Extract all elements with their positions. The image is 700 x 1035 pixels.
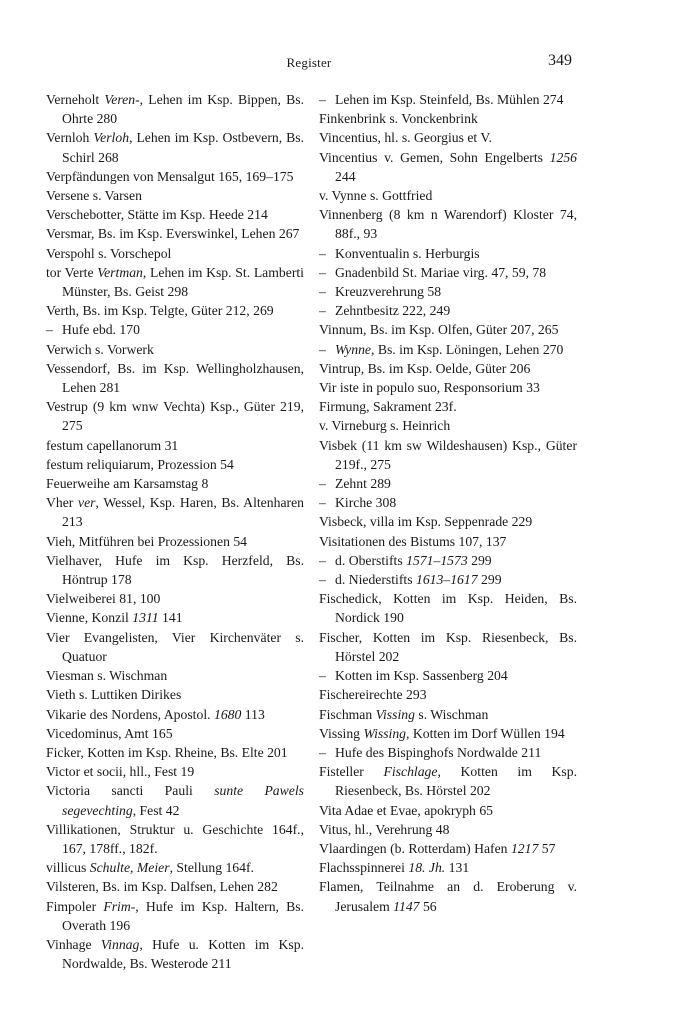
- entry-text: Konventualin s. Herburgis: [335, 245, 480, 261]
- index-entry: [46, 167, 304, 186]
- index-subentry: [319, 244, 577, 263]
- entry-text: Gnadenbild St. Mariae virg. 47, 59, 78: [335, 264, 547, 280]
- index-entry: [46, 301, 304, 320]
- entry-italic-text: 1571–1573: [406, 552, 468, 568]
- index-entry: [46, 263, 304, 301]
- entry-text: , Lehen im Ksp. Bippen, Bs. Ohrte 280: [62, 92, 305, 127]
- entry-text: Hufe ebd. 170: [62, 322, 140, 338]
- index-subentry: [319, 282, 577, 301]
- subentry-dash: –: [46, 322, 53, 338]
- entry-text: Vinnum, Bs. im Ksp. Olfen, Güter 207, 265: [319, 322, 559, 338]
- entry-text: Vieth s. Luttiken Dirikes: [46, 687, 182, 703]
- entry-italic-text: 18. Jh.: [408, 860, 446, 876]
- subentry-dash: –: [319, 495, 326, 511]
- index-entry: [319, 512, 577, 531]
- entry-text: Vicedominus, Amt 165: [46, 725, 173, 741]
- index-entry: [46, 762, 304, 781]
- entry-text: s. Wischman: [414, 706, 489, 722]
- entry-italic-text: 1613–1617: [415, 572, 478, 588]
- entry-text: 113: [241, 706, 265, 722]
- entry-text: Vinnenberg (8 km n Warendorf) Kloster 74, 88f., 93: [319, 207, 577, 242]
- index-entry: [319, 436, 577, 474]
- index-entry: [46, 551, 304, 589]
- index-entry: [46, 359, 304, 397]
- entry-text: Verspohl s. Vorschepol: [46, 245, 172, 261]
- entry-text: tor Verte: [46, 264, 98, 280]
- index-subentry: [319, 666, 577, 685]
- index-subentry: [319, 551, 577, 570]
- index-entry: [319, 205, 577, 243]
- index-entry: [319, 762, 577, 800]
- entry-text: Zehntbesitz 222, 249: [335, 303, 451, 319]
- entry-italic-text: Schulte, Meier: [89, 860, 170, 876]
- index-entry: [319, 820, 577, 839]
- index-column-right: [319, 90, 577, 916]
- entry-text: Verwich s. Vorwerk: [46, 341, 154, 357]
- entry-text: Feuerweihe am Karsamstag 8: [46, 476, 209, 492]
- entry-text: Vintrup, Bs. im Ksp. Oelde, Güter 206: [319, 360, 531, 376]
- entry-text: Versmar, Bs. im Ksp. Everswinkel, Lehen 267: [46, 226, 300, 242]
- entry-text: Ficker, Kotten im Ksp. Rheine, Bs. Elte 201: [46, 744, 288, 760]
- index-entry: [46, 897, 304, 935]
- entry-text: Viesman s. Wischman: [46, 668, 168, 684]
- entry-text: Visitationen des Bistums 107, 137: [319, 533, 507, 549]
- index-entry: [319, 397, 577, 416]
- entry-text: Vher: [46, 495, 79, 511]
- index-entry: [46, 877, 304, 896]
- entry-italic-text: Frim-: [103, 898, 136, 914]
- entry-text: , Lehen im Ksp. St. Lamberti Münster, Bs. Geist 298: [62, 264, 304, 300]
- entry-text: Vilsteren, Bs. im Ksp. Dalfsen, Lehen 282: [46, 879, 278, 895]
- entry-text: Vielweiberei 81, 100: [46, 591, 161, 607]
- entry-text: festum reliquiarum, Prozession 54: [46, 456, 234, 472]
- index-entry: [319, 532, 577, 551]
- entry-italic-text: Verloh: [93, 130, 130, 146]
- entry-text: Vestrup (9 km wnw Vechta) Ksp., Güter 219, 275: [46, 399, 304, 434]
- entry-text: Vikarie des Nordens, Apostol.: [46, 706, 214, 722]
- index-entry: [319, 628, 577, 666]
- index-entry: [319, 148, 577, 186]
- entry-text: Fischer, Kotten im Ksp. Riesenbeck, Bs. Hörstel 202: [319, 629, 577, 664]
- index-entry: [319, 589, 577, 627]
- entry-text: Vlaardingen (b. Rotterdam) Hafen: [319, 840, 511, 856]
- entry-text: Verth, Bs. im Ksp. Telgte, Güter 212, 269: [46, 303, 274, 319]
- subentry-dash: –: [319, 303, 326, 319]
- subentry-dash: –: [319, 284, 326, 300]
- entry-text: Fischedick, Kotten im Ksp. Heiden, Bs. Nordick 190: [319, 591, 577, 626]
- entry-text: Versene s. Varsen: [46, 188, 142, 204]
- index-entry: [319, 801, 577, 820]
- entry-text: Flachsspinnerei: [319, 860, 409, 876]
- entry-text: d. Oberstifts: [335, 552, 407, 568]
- entry-text: 244: [335, 168, 356, 184]
- index-subentry: [319, 340, 577, 359]
- index-entry: [46, 455, 304, 474]
- index-entry: [46, 493, 304, 531]
- index-entry: [46, 743, 304, 762]
- index-entry: [46, 724, 304, 743]
- entry-italic-text: Veren-: [104, 92, 140, 107]
- subentry-dash: –: [319, 245, 326, 261]
- entry-text: villicus: [46, 860, 90, 876]
- entry-italic-text: 1680: [213, 706, 242, 722]
- entry-text: Fimpoler: [46, 898, 104, 914]
- index-entry: [319, 416, 577, 435]
- subentry-dash: –: [319, 476, 326, 492]
- subentry-dash: –: [319, 668, 326, 684]
- entry-text: Vincentius v. Gemen, Sohn Engelberts: [319, 149, 550, 165]
- entry-text: Vieh, Mitführen bei Prozessionen 54: [46, 533, 248, 549]
- index-entry: [46, 858, 304, 877]
- entry-text: Visbek (11 km sw Wildeshausen) Ksp., Güter 219f., 275: [319, 437, 577, 472]
- index-entry: [46, 705, 304, 724]
- index-entry: [319, 378, 577, 397]
- entry-italic-text: 1311: [132, 610, 159, 626]
- index-subentry: [319, 90, 577, 109]
- index-entry: [46, 224, 304, 243]
- index-subentry: [319, 474, 577, 493]
- entry-text: 131: [445, 860, 470, 876]
- index-column-left: [46, 90, 304, 973]
- entry-text: Vita Adae et Evae, apokryph 65: [319, 802, 494, 818]
- index-entry: [46, 685, 304, 704]
- index-entry: [46, 340, 304, 359]
- index-subentry: [319, 743, 577, 762]
- index-entry: [46, 628, 304, 666]
- entry-text: Fischereirechte 293: [319, 687, 427, 703]
- entry-text: Kirche 308: [335, 495, 397, 511]
- subentry-dash: –: [319, 92, 326, 107]
- index-entry: [319, 839, 577, 858]
- entry-text: Vienne, Konzil: [46, 610, 133, 626]
- entry-text: festum capellanorum 31: [46, 437, 179, 453]
- entry-italic-text: Vissing: [375, 706, 415, 722]
- entry-text: Lehen im Ksp. Steinfeld, Bs. Mühlen 274: [335, 92, 564, 107]
- entry-text: Verschebotter, Stätte im Ksp. Heede 214: [46, 207, 268, 223]
- entry-italic-text: 1217: [510, 840, 539, 856]
- index-entry: [46, 186, 304, 205]
- index-entry: [46, 128, 304, 166]
- index-entry: [319, 186, 577, 205]
- entry-text: Vir iste in populo suo, Responsorium 33: [319, 380, 540, 396]
- index-entry: [319, 685, 577, 704]
- entry-text: Vissing: [319, 725, 364, 741]
- entry-italic-text: Fischlage: [383, 764, 438, 780]
- entry-text: Verneholt: [46, 92, 105, 107]
- entry-text: Vier Evangelisten, Vier Kirchenväter s. Quatuor: [46, 629, 304, 664]
- index-entry: [319, 109, 577, 128]
- entry-text: Victoria sancti Pauli: [46, 783, 215, 799]
- running-head: [46, 52, 572, 74]
- entry-text: Flamen, Teilnahme an d. Eroberung v. Jerusalem: [319, 879, 577, 914]
- entry-text: , Kotten im Dorf Wüllen 194: [406, 725, 565, 741]
- index-entry: [319, 877, 577, 915]
- index-subentry: [319, 301, 577, 320]
- entry-italic-text: Wissing: [363, 725, 407, 741]
- entry-text: v. Virneburg s. Heinrich: [319, 418, 451, 434]
- entry-text: Kreuzverehrung 58: [335, 284, 442, 300]
- index-entry: [46, 90, 304, 128]
- index-entry: [46, 244, 304, 263]
- entry-text: Vitus, hl., Verehrung 48: [319, 821, 450, 837]
- entry-text: , Wessel, Ksp. Haren, Bs. Altenharen 213: [62, 495, 304, 530]
- entry-text: Firmung, Sakrament 23f.: [319, 399, 457, 415]
- entry-text: Victor et socii, hll., Fest 19: [46, 764, 195, 780]
- entry-italic-text: sunte Pawels segevechting: [62, 783, 304, 818]
- subentry-dash: –: [319, 552, 326, 568]
- index-entry: [46, 397, 304, 435]
- entry-text: Zehnt 289: [335, 476, 391, 492]
- entry-text: 56: [419, 898, 437, 914]
- entry-text: Kotten im Ksp. Sassenberg 204: [335, 668, 508, 684]
- entry-text: , Hufe im Ksp. Haltern, Bs. Overath 196: [62, 898, 304, 933]
- index-entry: [46, 820, 304, 858]
- index-entry: [319, 705, 577, 724]
- index-entry: [46, 935, 304, 973]
- index-entry: [46, 205, 304, 224]
- index-entry: [46, 532, 304, 551]
- page-number: 349: [548, 52, 572, 69]
- entry-text: Finkenbrink s. Vonckenbrink: [319, 111, 478, 127]
- subentry-dash: –: [319, 744, 326, 760]
- index-subentry: [319, 493, 577, 512]
- entry-text: Vinhage: [46, 936, 101, 952]
- entry-text: Fisteller: [319, 764, 384, 780]
- subentry-dash: –: [319, 264, 326, 280]
- index-entry: [319, 858, 577, 877]
- entry-italic-text: Wynne: [335, 341, 371, 357]
- entry-text: Vielhaver, Hufe im Ksp. Herzfeld, Bs. Höntrup 178: [46, 552, 304, 588]
- entry-text: , Bs. im Ksp. Löningen, Lehen 270: [370, 341, 564, 357]
- index-subentry: [319, 570, 577, 589]
- entry-text: 141: [158, 610, 183, 626]
- index-subentry: [46, 320, 304, 339]
- entry-text: v. Vynne s. Gottfried: [319, 188, 433, 204]
- entry-text: d. Niederstifts: [335, 572, 416, 588]
- index-entry: [319, 359, 577, 378]
- subentry-dash: –: [319, 572, 326, 588]
- index-entry: [46, 666, 304, 685]
- index-entry: [319, 320, 577, 339]
- entry-text: , Stellung 164f.: [169, 860, 254, 876]
- index-entry: [46, 608, 304, 627]
- entry-text: Vincentius, hl. s. Georgius et V.: [319, 130, 492, 146]
- entry-italic-text: 1147: [393, 898, 420, 914]
- index-entry: [46, 436, 304, 455]
- entry-text: Fischman: [319, 706, 376, 722]
- subentry-dash: –: [319, 341, 326, 357]
- entry-text: , Kotten im Ksp. Riesenbeck, Bs. Hörstel 202: [335, 764, 577, 799]
- index-entry: [46, 589, 304, 608]
- index-entry: [46, 474, 304, 493]
- entry-text: 299: [477, 572, 502, 588]
- entry-text: Vernloh: [46, 130, 94, 146]
- entry-text: , Hufe u. Kotten im Ksp. Nordwalde, Bs. Westerode 211: [62, 936, 304, 972]
- index-entry: [319, 128, 577, 147]
- entry-text: , Fest 42: [132, 802, 180, 818]
- entry-text: Hufe des Bispinghofs Nordwalde 211: [335, 744, 542, 760]
- entry-text: 299: [467, 552, 492, 568]
- entry-italic-text: ver: [78, 495, 96, 511]
- entry-text: Visbeck, villa im Ksp. Seppenrade 229: [319, 514, 533, 530]
- entry-text: Vessendorf, Bs. im Ksp. Wellingholzhausen, Lehen 281: [46, 360, 304, 396]
- entry-italic-text: Vinnag: [100, 936, 140, 952]
- entry-text: Villikationen, Struktur u. Geschichte 164f., 167, 178ff., 182f.: [46, 821, 304, 856]
- entry-text: , Lehen im Ksp. Ostbevern, Bs. Schirl 268: [62, 130, 304, 165]
- entry-italic-text: Vertman: [97, 264, 143, 280]
- index-entry: [319, 724, 577, 743]
- entry-text: 57: [538, 840, 556, 856]
- entry-text: Verpfändungen von Mensalgut 165, 169–175: [46, 168, 294, 184]
- running-head-title: Register: [286, 55, 332, 70]
- index-entry: [46, 781, 304, 819]
- index-subentry: [319, 263, 577, 282]
- entry-italic-text: 1256: [549, 149, 577, 165]
